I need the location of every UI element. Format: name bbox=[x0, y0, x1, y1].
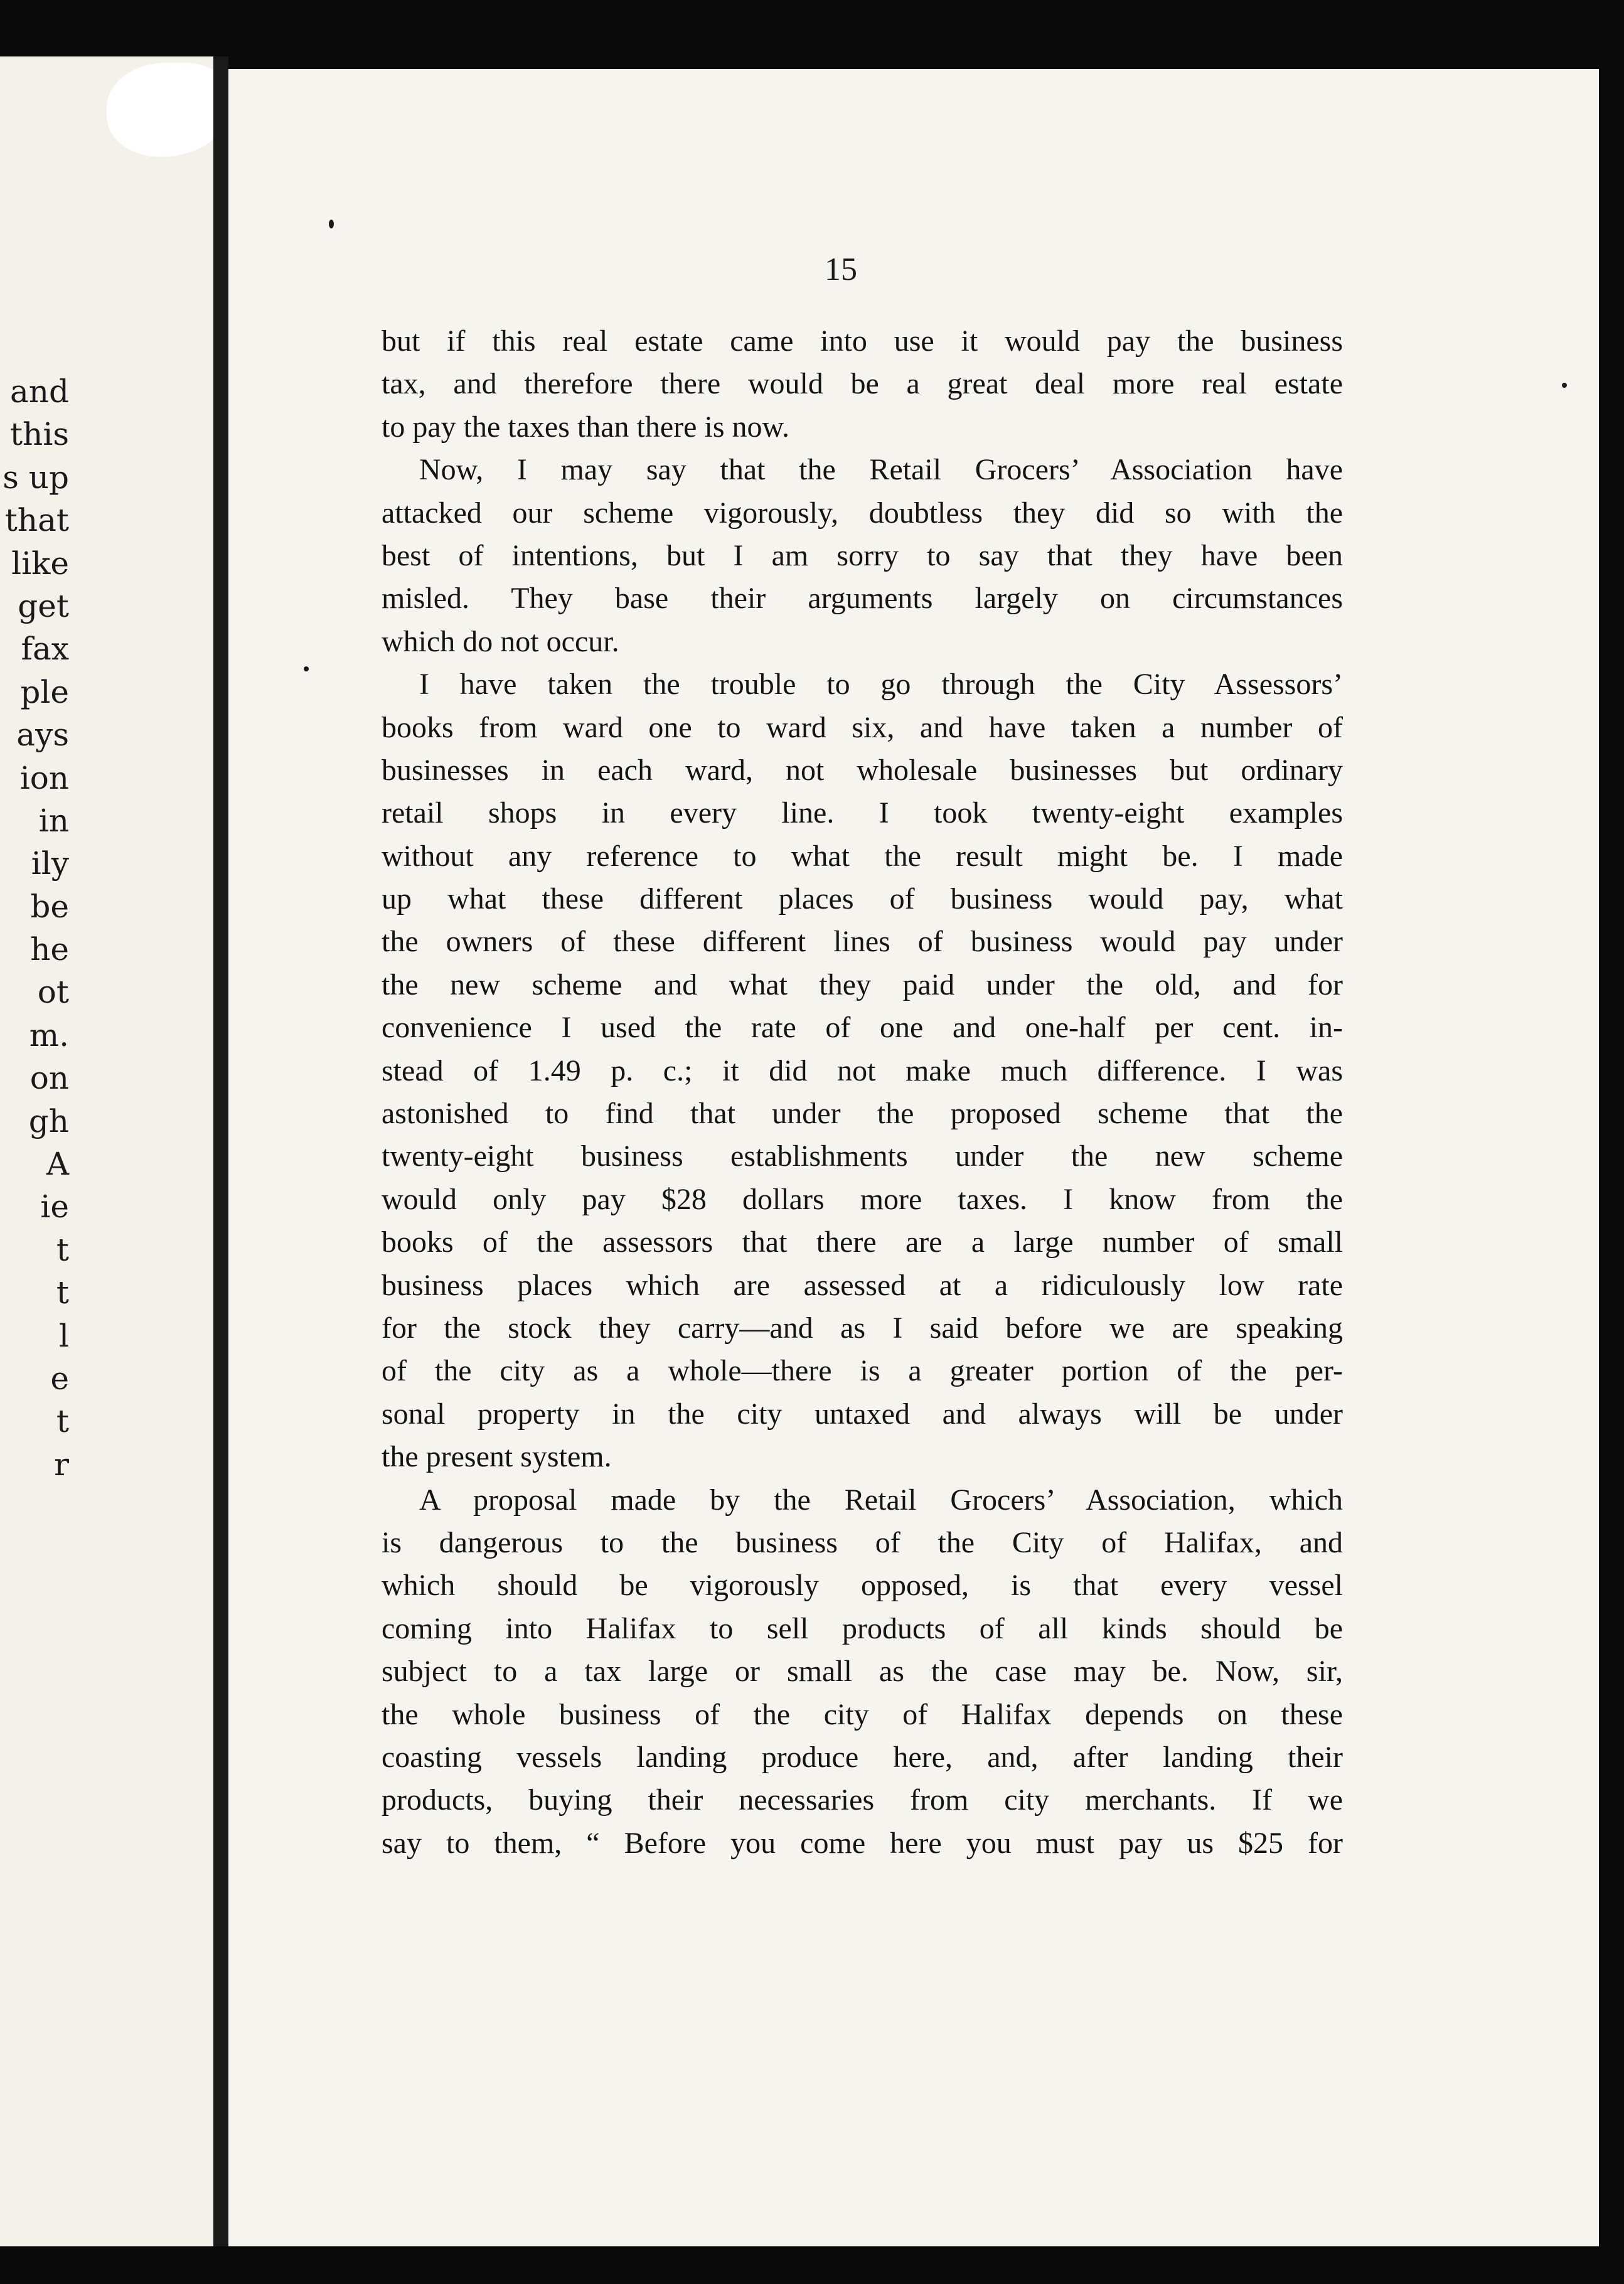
text-line: Now, I may say that the Retail Grocers’ Association have bbox=[419, 453, 1343, 487]
previous-page-fragment: that bbox=[4, 502, 69, 539]
previous-page-fragment: r bbox=[54, 1446, 69, 1483]
text-line: the whole business of the city of Halifax depends on these bbox=[382, 1697, 1343, 1731]
previous-page-fragment: ion bbox=[19, 759, 69, 796]
text-line: products, buying their necessaries from city merchants. If we bbox=[382, 1783, 1343, 1817]
text-line: best of intentions, but I am sorry to say that they have been bbox=[382, 538, 1343, 572]
previous-page-fragment: ily bbox=[31, 845, 69, 882]
previous-page-fragment: t bbox=[56, 1274, 69, 1311]
previous-page-fragment: s up bbox=[3, 459, 69, 496]
previous-page-fragment: he bbox=[30, 931, 69, 968]
text-line: coasting vessels landing produce here, and, after landing their bbox=[382, 1740, 1343, 1774]
text-line: the present system. bbox=[382, 1440, 612, 1474]
page-number: 15 bbox=[825, 252, 857, 287]
previous-page-fragment: A bbox=[46, 1146, 69, 1183]
previous-page-fragment: ple bbox=[20, 673, 69, 710]
text-line: is dangerous to the business of the City of Halifax, and bbox=[382, 1525, 1343, 1559]
text-line: of the city as a whole—there is a greater portion of the per- bbox=[382, 1354, 1343, 1388]
previous-page-fragment: gh bbox=[28, 1102, 69, 1139]
previous-page-edge bbox=[0, 56, 213, 2246]
text-line: businesses in each ward, not wholesale businesses but ordinary bbox=[382, 753, 1343, 787]
text-line: attacked our scheme vigorously, doubtless they did so with the bbox=[382, 496, 1343, 530]
text-line: say to them, “ Before you come here you must pay us $25 for bbox=[382, 1826, 1343, 1860]
text-line: but if this real estate came into use it would pay the business bbox=[382, 324, 1343, 358]
previous-page-fragment: t bbox=[56, 1231, 69, 1268]
text-line: misled. They base their arguments largely on circumstances bbox=[382, 582, 1343, 616]
previous-page-fragment: m. bbox=[29, 1017, 69, 1054]
previous-page-fragment: e bbox=[50, 1360, 69, 1397]
book-binding-gutter bbox=[213, 56, 228, 2246]
text-line: for the stock they carry—and as I said before we are speaking bbox=[382, 1311, 1343, 1345]
paragraph bbox=[382, 663, 1343, 1478]
text-line: retail shops in every line. I took twenty-eight examples bbox=[382, 796, 1343, 830]
text-line: sonal property in the city untaxed and always will be under bbox=[382, 1397, 1343, 1431]
previous-page-fragment: ot bbox=[37, 974, 69, 1011]
text-line: which should be vigorously opposed, is that every vessel bbox=[382, 1569, 1343, 1603]
text-line: convenience I used the rate of one and one-half per cent. in- bbox=[382, 1011, 1343, 1045]
text-line: business places which are assessed at a ridiculously low rate bbox=[382, 1268, 1343, 1302]
paragraph bbox=[382, 449, 1343, 663]
text-line: twenty-eight business establishments under the new scheme bbox=[382, 1139, 1343, 1173]
text-line: which do not occur. bbox=[382, 624, 619, 658]
previous-page-fragment: get bbox=[18, 587, 69, 624]
previous-page-fragment: t bbox=[56, 1403, 69, 1440]
text-line: to pay the taxes than there is now. bbox=[382, 410, 790, 444]
previous-page-fragment: like bbox=[11, 545, 69, 582]
previous-page-fragment: be bbox=[30, 888, 69, 925]
previous-page-fragment: ie bbox=[40, 1188, 69, 1225]
text-line: books of the assessors that there are a large number of small bbox=[382, 1225, 1343, 1259]
text-line: A proposal made by the Retail Grocers’ Association, which bbox=[419, 1483, 1343, 1517]
previous-page-text-fragments bbox=[0, 370, 69, 1486]
text-line: subject to a tax large or small as the case may be. Now, sir, bbox=[382, 1655, 1343, 1689]
body-text bbox=[382, 320, 1343, 1865]
text-line: stead of 1.49 p. c.; it did not make much difference. I was bbox=[382, 1054, 1343, 1087]
ink-speck bbox=[304, 666, 309, 671]
previous-page-fragment: ays bbox=[16, 717, 69, 754]
previous-page-fragment: in bbox=[38, 802, 69, 839]
previous-page-fragment: on bbox=[29, 1060, 69, 1097]
text-line: would only pay $28 dollars more taxes. I know from the bbox=[382, 1182, 1343, 1216]
ink-speck bbox=[1562, 383, 1567, 388]
text-line: I have taken the trouble to go through the City Assessors’ bbox=[419, 668, 1343, 702]
text-line: tax, and therefore there would be a great deal more real estate bbox=[382, 367, 1343, 401]
text-line: coming into Halifax to sell products of all kinds should be bbox=[382, 1611, 1343, 1645]
ink-speck bbox=[329, 220, 334, 228]
previous-page-fragment: this bbox=[10, 416, 69, 453]
paragraph bbox=[382, 320, 1343, 449]
text-line: the new scheme and what they paid under the old, and for bbox=[382, 968, 1343, 1001]
text-line: without any reference to what the result might be. I made bbox=[382, 839, 1343, 873]
previous-page-fragment: and bbox=[9, 373, 69, 410]
text-line: up what these different places of business would pay, what bbox=[382, 882, 1343, 916]
text-line: books from ward one to ward six, and have taken a number of bbox=[382, 710, 1343, 744]
text-line: astonished to find that under the proposed scheme that the bbox=[382, 1097, 1343, 1131]
previous-page-fragment: fax bbox=[21, 631, 69, 668]
previous-page-fragment: l bbox=[59, 1317, 69, 1354]
paragraph bbox=[382, 1479, 1343, 1865]
text-line: the owners of these different lines of business would pay under bbox=[382, 925, 1343, 959]
